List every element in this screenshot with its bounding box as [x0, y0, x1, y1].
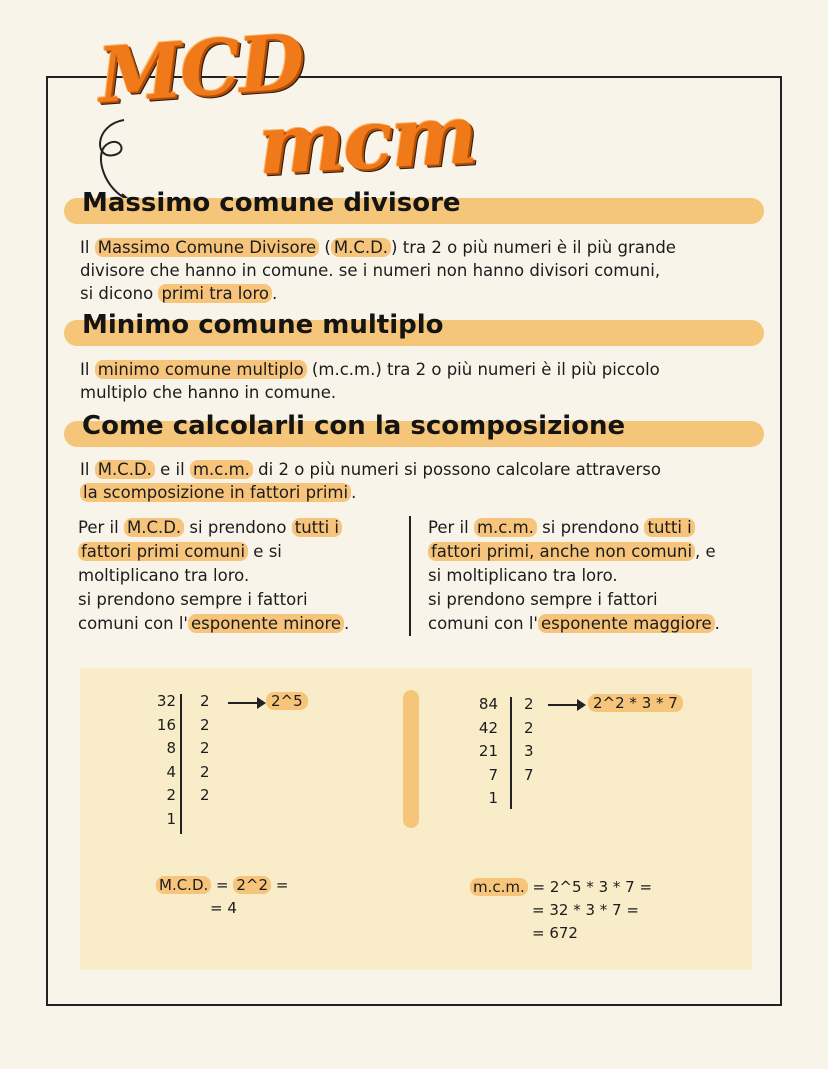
factor-bar [180, 694, 182, 834]
factor-number: 8 [166, 739, 176, 757]
text: = [271, 876, 289, 894]
text: e si [248, 542, 282, 561]
text: ) tra 2 o più numeri è il più grande [391, 238, 676, 257]
heading-scomposizione-text: Come calcolarli con la scomposizione [82, 411, 626, 441]
text: si prendono [536, 518, 645, 537]
text: e il [154, 460, 190, 479]
text-line [470, 876, 652, 899]
highlight: m.c.m. [190, 460, 253, 479]
text-line: = 672 [532, 924, 578, 942]
highlight: esponente maggiore [538, 614, 715, 633]
factor-divisor: 3 [524, 742, 534, 760]
factor-number: 1 [166, 809, 176, 828]
mcm-paragraph [80, 358, 760, 404]
text: Il [80, 460, 95, 479]
text-line [78, 612, 418, 636]
factor-number: 2 [166, 786, 176, 804]
text-line [80, 236, 760, 259]
factor-result-right [588, 694, 683, 712]
highlight: 2^5 [266, 692, 308, 710]
factor-divisor: 2 [200, 762, 210, 781]
text: di 2 o più numeri si possono calcolare attraverso [252, 460, 661, 479]
text-line [80, 481, 760, 504]
highlight: fattori primi, anche non comuni [428, 542, 695, 561]
factorization-84 [464, 693, 584, 823]
highlight: m.c.m. [474, 518, 537, 537]
text-line: multiplo che hanno in comune. [80, 383, 337, 402]
highlight: m.c.m. [470, 878, 528, 896]
text: . [272, 284, 278, 303]
text: si dicono [80, 284, 159, 303]
highlight: la scomposizione in fattori primi [80, 483, 351, 502]
text-line [80, 358, 760, 381]
text-line [428, 516, 768, 540]
factor-divisor: 2 [200, 786, 210, 804]
text: comuni con l' [428, 614, 538, 633]
title-mcm: mcm [255, 86, 478, 194]
text: (m.c.m.) tra 2 o più numeri è il più piccolo [306, 360, 660, 379]
highlight: 2^2 [233, 876, 271, 894]
factor-divisor: 2 [524, 695, 534, 713]
text-line: si prendono sempre i fattori [428, 590, 658, 609]
highlight: tutti i [644, 518, 694, 537]
mcd-paragraph [80, 236, 760, 305]
text-line [80, 282, 760, 305]
text: ( [319, 238, 331, 257]
text: Il [80, 238, 95, 257]
factor-number: 7 [488, 765, 498, 784]
text: comuni con l' [78, 614, 188, 633]
factor-bar [510, 697, 512, 809]
highlight: esponente minore [188, 614, 344, 633]
text-line [156, 874, 288, 897]
heading-mcd-text: Massimo comune divisore [82, 188, 461, 218]
text: . [351, 483, 357, 502]
scomposizione-paragraph [80, 458, 760, 504]
text-line [78, 516, 418, 540]
mcm-rule-column [428, 516, 768, 636]
text: . [714, 614, 720, 633]
section-heading-mcd [64, 188, 764, 224]
text-line [80, 458, 760, 481]
factor-number: 42 [478, 718, 498, 737]
highlight: tutti i [292, 518, 342, 537]
highlight: fattori primi comuni [78, 542, 248, 561]
text-line: moltiplicano tra loro. [78, 566, 250, 585]
highlight: M.C.D. [124, 518, 184, 537]
highlight: M.C.D. [156, 876, 211, 894]
arrow-icon [228, 702, 264, 704]
text: Il [80, 360, 95, 379]
factor-number: 84 [478, 695, 498, 713]
highlight: M.C.D. [331, 238, 391, 257]
text-line: si moltiplicano tra loro. [428, 566, 618, 585]
text: = 2^5 * 3 * 7 = [527, 878, 653, 896]
factor-result-left [266, 692, 308, 710]
factor-number: 16 [156, 715, 176, 734]
factor-divisor: 2 [200, 692, 210, 710]
factor-number: 1 [488, 789, 498, 807]
text: Per il [428, 518, 474, 537]
text-line [428, 540, 768, 564]
factor-number: 4 [166, 762, 176, 781]
highlight: primi tra loro [158, 284, 272, 303]
calculation-separator [403, 690, 419, 828]
highlight: minimo comune multiplo [95, 360, 307, 379]
text-line: = 4 [210, 899, 237, 917]
text-line: si prendono sempre i fattori [78, 590, 308, 609]
text-line [428, 612, 768, 636]
mcm-final [470, 876, 652, 945]
title-mcd: MCD [95, 16, 306, 121]
title-area [80, 16, 480, 200]
highlight: 2^2 * 3 * 7 [588, 694, 683, 712]
factorization-32 [142, 690, 262, 840]
factor-divisor: 2 [200, 715, 210, 734]
text-line [78, 540, 418, 564]
text-line: divisore che hanno in comune. se i numeri non hanno divisori comuni, [80, 261, 661, 280]
column-divider [409, 516, 411, 636]
factor-divisor: 2 [524, 718, 534, 737]
mcd-rule-column [78, 516, 418, 636]
section-heading-scomposizione [64, 411, 764, 447]
factor-divisor: 7 [524, 765, 534, 784]
arrow-icon [548, 704, 584, 706]
text-line: = 32 * 3 * 7 = [532, 901, 639, 919]
text: Per il [78, 518, 124, 537]
heading-mcm-text: Minimo comune multiplo [82, 310, 444, 340]
section-heading-mcm [64, 310, 764, 346]
highlight: Massimo Comune Divisore [95, 238, 319, 257]
factor-divisor: 2 [200, 739, 210, 757]
highlight: M.C.D. [95, 460, 155, 479]
text: . [344, 614, 350, 633]
mcd-final [156, 874, 288, 920]
factor-number: 21 [478, 742, 498, 760]
text: = [211, 876, 234, 894]
text: si prendono [184, 518, 292, 537]
text: , e [695, 542, 716, 561]
factor-number: 32 [156, 692, 176, 710]
